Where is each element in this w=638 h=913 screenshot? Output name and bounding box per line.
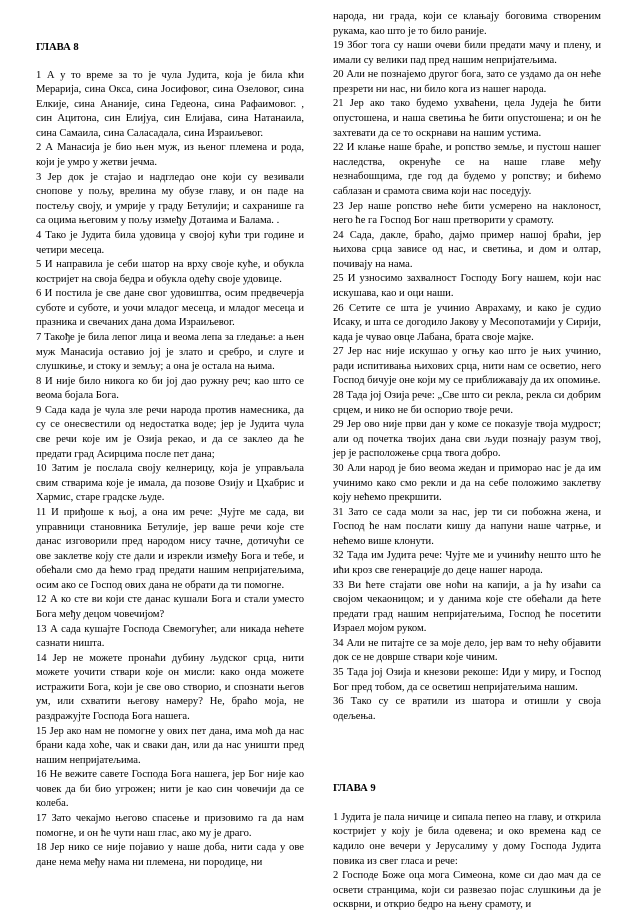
verse-paragraph: 1 А у то време за то је чула Јудита, која је била кћи Мерарија, сина Окса, сина Јосифовог, сина Озеловог, сина Елкије, сина Ананије, сина Гедеона, сина Рафаимовог. , син Ацитона, син Елијуа, син Елијава, сина Натанаила, сина Самаила, сина Саласадала, сина Израиљевог. <box>36 69 304 139</box>
right-paragraphs-2 <box>333 811 601 913</box>
chapter-gap <box>333 724 601 782</box>
verse-paragraph: 6 И постила је све дане свог удовиштва, осим предвечерја суботе и суботе, и уочи младог месеца, и младог месеца и празника и свечаних дана дома Израиљевог. <box>36 288 304 329</box>
verse-paragraph: 2 Господе Боже оца мога Симеона, коме си дао мач да се освети странцима, који си развезао појас слушкињи да је оскврни, и открио бедро на њену срамоту, и <box>333 870 601 911</box>
verse-paragraph: 23 Јер наше ропство неће бити усмерено на наклоност, него ће га Господ Бог наш претворити у срамоту. <box>333 200 601 227</box>
verse-paragraph: 28 Тада јој Озија рече: „Све што си рекла, рекла си добрим срцем, и нико не би оспорио твоје речи. <box>333 390 601 416</box>
verse-paragraph: 14 Јер не можете пронаћи дубину људског срца, нити можете уочити ствари које он мисли: како онда можете истражити Бога, који је све ово створио, и спознати његов ум, или схватити његову намеру? Не, браћо моја, не раздражујте Господа Бога нашега. <box>36 652 304 723</box>
verse-paragraph: 15 Јер ако нам не помогне у ових пет дана, има моћ да нас брани када хоће, чак и сваки дан, или да нас уништи пред нашим непријатељима. <box>36 725 304 766</box>
verse-paragraph: 8 И није било никога ко би јој дао ружну реч; као што се веома бојала Бога. <box>36 375 304 402</box>
verse-paragraph: 2 А Манасија је био њен муж, из њеног племена и рода, који је умро у жетви јечма. <box>36 142 304 169</box>
verse-paragraph: 30 Али народ је био веома жедан и приморао нас је да им учинимо како смо рекли и да на себе положимо заклетву коју нећемо прекршити. <box>333 462 601 504</box>
verse-paragraph: 5 И направила је себи шатор на врху своје куће, и обукла костријет на своја бедра и обукла одећу своје удовице. <box>36 259 304 285</box>
verse-paragraph: 21 Јер ако тако будемо ухваћени, цела Јудеја ће бити опустошена, и наша светиња ће бити опустошена; и он ће захтевати да се то оскрнави на нашим устима. <box>333 98 601 139</box>
right-paragraphs <box>333 10 601 724</box>
verse-paragraph: 29 Јер ово није први дан у коме се показује твоја мудрост; али од почетка твојих дана сви људи познају разум твој, јер је расположење срца твога добро. <box>333 419 601 460</box>
verse-paragraph: 9 Сада када је чула зле речи народа против намесника, да су се онесвестили од недостатка воде; јер је Јудита чула све речи које им је Озија рекао, и да се заклео да ће предати град Асирцима после пет дана; <box>36 404 304 460</box>
left-column <box>36 41 304 870</box>
verse-paragraph: 35 Тада јој Озија и кнезови рекоше: Иди у миру, и Господ Бог пред тобом, да се осветиш непријатељима нашим. <box>333 667 601 693</box>
verse-paragraph: 17 Зато чекајмо његово спасење и призовимо га да нам помогне, и он ће чути наш глас, ако му је драго. <box>36 813 304 839</box>
left-paragraphs <box>36 69 304 871</box>
verse-paragraph: 26 Сетите се шта је учинио Аврахаму, и како је судио Исаку, и шта се догодило Јакову у Месопотамији у Сирији, када је чувао овце Лабана, брата своје мајке. <box>333 302 601 343</box>
verse-paragraph: 33 Ви ћете стајати ове ноћи на капији, а ја ћу изаћи са својом чекаоницом; и у данима које сте обећали да ћете предати град нашим непријатељима, Господ ће посетити Израел мојом руком. <box>333 579 601 635</box>
verse-paragraph: 16 Не вежите савете Господа Бога нашега, јер Бог није као човек да би био угрожен; нити је као син човечији да се колеба. <box>36 769 304 810</box>
verse-paragraph: 22 И клање наше браће, и ропство земље, и пустош нашег наследства, окренуће се на наше главе међу незнабошцима, где год да будемо у ропству; и бићемо саблазан и срамота свима који нас поседују. <box>333 142 601 197</box>
verse-paragraph: 34 Али не питајте се за моје дело, јер вам то нећу објавити док се не доврше ствари које чиним. <box>333 637 601 664</box>
right-column <box>333 10 601 913</box>
verse-paragraph: народа, ни града, који се клањају боговима створеним рукама, као што је то било раније. <box>333 11 601 37</box>
verse-paragraph: 24 Сада, дакле, браћо, дајмо пример нашој браћи, јер њихова срца зависе од нас, и светиња, и дом и олтар, почивају на нама. <box>333 229 601 270</box>
verse-paragraph: 7 Такође је била лепог лица и веома лепа за гледање: а њен муж Манасија оставио јој је злато и сребро, и слуге и слушкиње, и стоку и земљу; а она је остала на њима. <box>36 331 304 373</box>
verse-paragraph: 10 Затим је послала своју келнерицу, која је управљала свим стварима које је имала, да позове Озију и Цхабрис и Хармис, старе градске људе. <box>36 463 304 504</box>
verse-paragraph: 18 Јер нико се није појавио у наше доба, нити сада у ове дане нема међу нама ни племена, ни породице, ни <box>36 842 304 868</box>
verse-paragraph: 1 Јудита је пала ничице и сипала пепео на главу, и открила костријет у коју је била одевена; и око времена кад се кадило оне вечери у Јерусалиму у дому Господа Јудита повика из свег гласа и рече: <box>333 811 601 867</box>
verse-paragraph: 31 Зато се сада моли за нас, јер ти си побожна жена, и Господ ће нам послати кишу да напуни наше чатрње, и нећемо више клонути. <box>333 506 601 547</box>
verse-paragraph: 19 Због тога су наши очеви били предати мачу и плену, и имали су велики пад пред нашим непријатељима. <box>333 40 601 66</box>
verse-paragraph: 20 Али не познајемо другог бога, зато се уздамо да он неће презрети ни нас, ни било кога из нашег народа. <box>333 69 601 95</box>
chapter-heading: ГЛАВА 8 <box>36 42 79 53</box>
verse-paragraph: 32 Тада им Јудита рече: Чујте ме и учинићу нешто што ће ићи кроз све генерације до деце нашег народа. <box>333 550 601 576</box>
verse-paragraph: 13 А сада кушајте Господа Свемогућег, али никада нећете сазнати ништа. <box>36 623 304 650</box>
verse-paragraph: 27 Јер нас није искушао у огњу као што је њих учинио, ради испитивања њихових срца, нити нам се осветио, него Господ бичује оне који му се приближавају да их опомиње. <box>333 346 601 387</box>
verse-paragraph: 4 Тако је Јудита била удовица у својој кући три године и четири месеца. <box>36 229 304 256</box>
verse-paragraph: 25 И узносимо захвалност Господу Богу нашем, који нас искушава, као и оци наши. <box>333 273 601 299</box>
chapter-heading-2: ГЛАВА 9 <box>333 783 376 795</box>
verse-paragraph: 12 А ко сте ви који сте данас кушали Бога и стали уместо Бога међу децом човечијом? <box>36 594 304 620</box>
verse-paragraph: 11 И приђоше к њој, а она им рече: „Чујте ме сада, ви управници становника Бетулије, јер ваше речи које сте данас изговорили пред народом нису тачне, дотичући се ове заклетве коју сте дали и изрекли између Бога и тебе, и обећали смо да ћемо град предати нашим непријатељима, осим ако се Господ ових дана не обрати да ти помогне. <box>36 506 304 591</box>
verse-paragraph: 3 Јер док је стајао и надгледао оне који су везивали снопове у пољу, врелина му обузе главу, и он паде на постељу своју, и умрије у граду Бетулији; и сахранише га са оцима његовим у пољу између Дотаима и Балама. . <box>36 171 304 227</box>
verse-paragraph: 36 Тако су се вратили из шатора и отишли у своја одељења. <box>333 696 601 722</box>
